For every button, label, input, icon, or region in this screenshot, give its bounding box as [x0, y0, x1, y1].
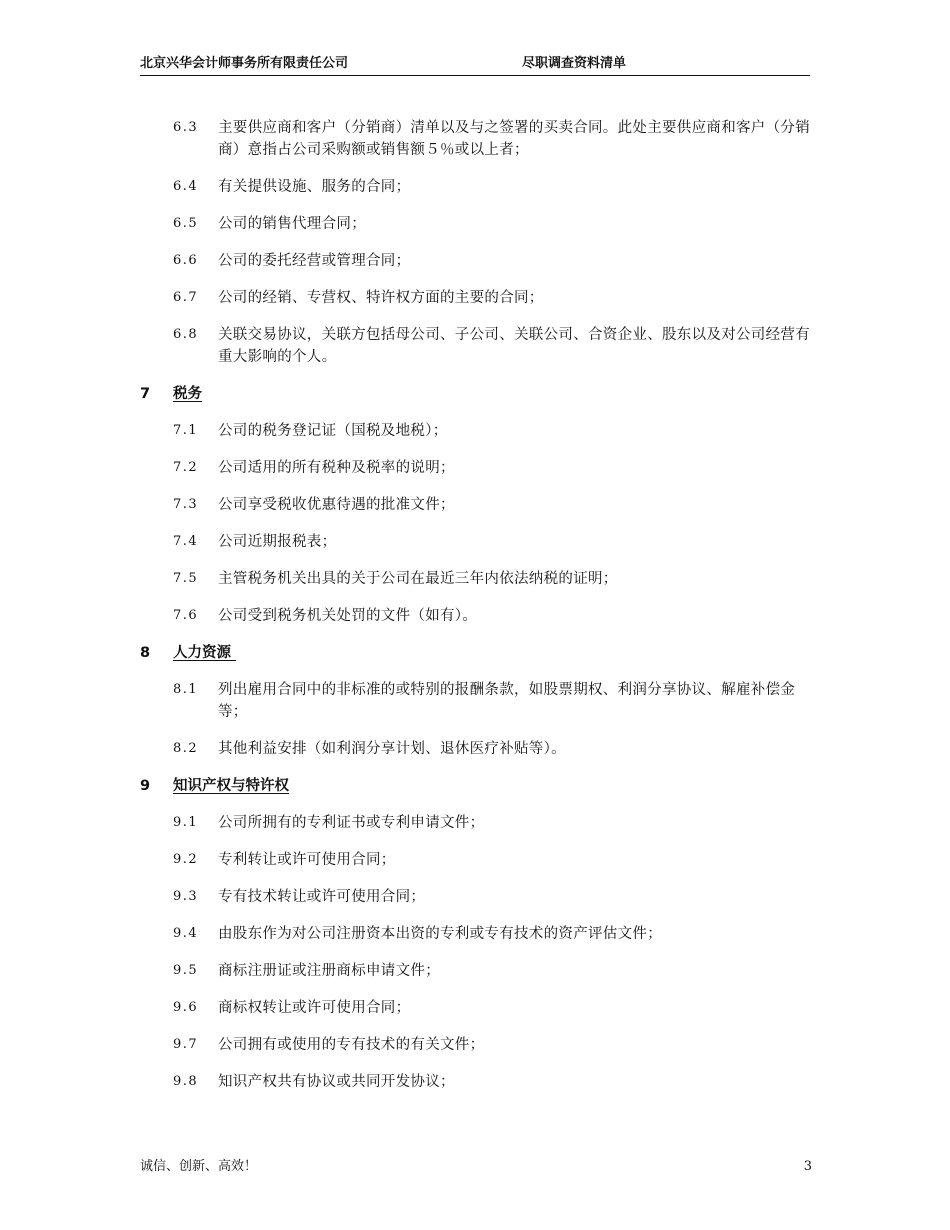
item-number: 9.3	[173, 889, 199, 904]
section-heading-intellectual-property	[140, 775, 812, 797]
item-number: 9.4	[173, 926, 199, 941]
item-number: 9.8	[173, 1074, 199, 1089]
item-text: 其他利益安排（如利润分享计划、退休医疗补贴等）。	[218, 741, 566, 757]
item-number: 8.1	[173, 682, 199, 697]
section-title: 税务	[173, 386, 202, 402]
header-company-name: 北京兴华会计师事务所有限责任公司	[140, 56, 349, 71]
list-item	[140, 997, 812, 1019]
item-number: 7.4	[173, 534, 199, 549]
item-text: 主要供应商和客户（分销商）清单以及与之签署的买卖合同。此处主要供应商和客户（分销商）意指占公司采购额或销售额５％或以上者；	[218, 120, 810, 158]
item-text: 由股东作为对公司注册资本出资的专利或专有技术的资产评估文件；	[218, 926, 662, 942]
header-document-title: 尽职调查资料清单	[522, 56, 627, 71]
item-number: 6.3	[173, 120, 199, 135]
item-number: 6.5	[173, 216, 199, 231]
list-item	[140, 1071, 812, 1093]
list-item	[140, 287, 812, 309]
item-number: 8.2	[173, 741, 199, 756]
item-text: 公司拥有或使用的专有技术的有关文件；	[218, 1037, 485, 1053]
list-item	[140, 605, 812, 627]
list-item	[140, 213, 812, 235]
list-item	[140, 420, 812, 442]
list-item	[140, 117, 812, 161]
item-number: 7.3	[173, 497, 199, 512]
item-number: 6.8	[173, 327, 199, 342]
item-text: 专有技术转让或许可使用合同；	[218, 889, 426, 905]
item-number: 9.6	[173, 1000, 199, 1015]
item-text: 知识产权共有协议或共同开发协议；	[218, 1074, 455, 1090]
list-item	[140, 812, 812, 834]
item-number: 9.7	[173, 1037, 199, 1052]
item-number: 7.2	[173, 460, 199, 475]
item-text: 公司所拥有的专利证书或专利申请文件；	[218, 815, 485, 831]
section-heading-tax	[140, 383, 812, 405]
item-text: 公司的委托经营或管理合同；	[218, 253, 411, 269]
item-text: 关联交易协议，关联方包括母公司、子公司、关联公司、合资企业、股东以及对公司经营有重大影响的个人。	[218, 327, 810, 365]
section-title: 知识产权与特许权	[173, 778, 289, 794]
item-number: 9.1	[173, 815, 199, 830]
item-text: 专利转让或许可使用合同；	[218, 852, 396, 868]
list-item	[140, 531, 812, 553]
list-item	[140, 250, 812, 272]
item-number: 9.5	[173, 963, 199, 978]
item-text: 商标权转让或许可使用合同；	[218, 1000, 411, 1016]
item-text: 列出雇用合同中的非标准的或特别的报酬条款，如股票期权、利润分享协议、解雇补偿金等；	[218, 682, 796, 720]
list-item	[140, 1034, 812, 1056]
item-text: 公司享受税收优惠待遇的批准文件；	[218, 497, 455, 513]
item-text: 商标注册证或注册商标申请文件；	[218, 963, 440, 979]
section-heading-human-resources	[140, 642, 812, 664]
list-item	[140, 457, 812, 479]
list-item	[140, 886, 812, 908]
page-header	[140, 55, 810, 76]
item-text: 公司受到税务机关处罚的文件（如有）。	[218, 608, 478, 624]
list-item	[140, 568, 812, 590]
document-body	[140, 117, 812, 1108]
item-text: 公司适用的所有税种及税率的说明；	[218, 460, 455, 476]
item-number: 7.1	[173, 423, 199, 438]
list-item	[140, 849, 812, 871]
section-number: 7	[140, 386, 151, 402]
page-number: 3	[803, 1159, 812, 1174]
item-text: 有关提供设施、服务的合同；	[218, 179, 411, 195]
item-number: 7.6	[173, 608, 199, 623]
section-number: 8	[140, 645, 151, 661]
list-item	[140, 494, 812, 516]
list-item	[140, 738, 812, 760]
item-text: 公司的税务登记证（国税及地税）；	[218, 423, 448, 439]
item-number: 6.7	[173, 290, 199, 305]
item-text: 主管税务机关出具的关于公司在最近三年内依法纳税的证明；	[218, 571, 618, 587]
item-number: 9.2	[173, 852, 199, 867]
item-text: 公司的销售代理合同；	[218, 216, 366, 232]
item-text: 公司的经销、专营权、特许权方面的主要的合同；	[218, 290, 544, 306]
item-number: 7.5	[173, 571, 199, 586]
item-number: 6.4	[173, 179, 199, 194]
list-item	[140, 324, 812, 368]
list-item	[140, 176, 812, 198]
item-text: 公司近期报税表；	[218, 534, 337, 550]
list-item	[140, 960, 812, 982]
item-number: 6.6	[173, 253, 199, 268]
section-title: 人力资源	[173, 645, 237, 661]
footer-motto: 诚信、创新、高效！	[140, 1159, 258, 1174]
list-item	[140, 679, 812, 723]
list-item	[140, 923, 812, 945]
section-number: 9	[140, 778, 151, 794]
